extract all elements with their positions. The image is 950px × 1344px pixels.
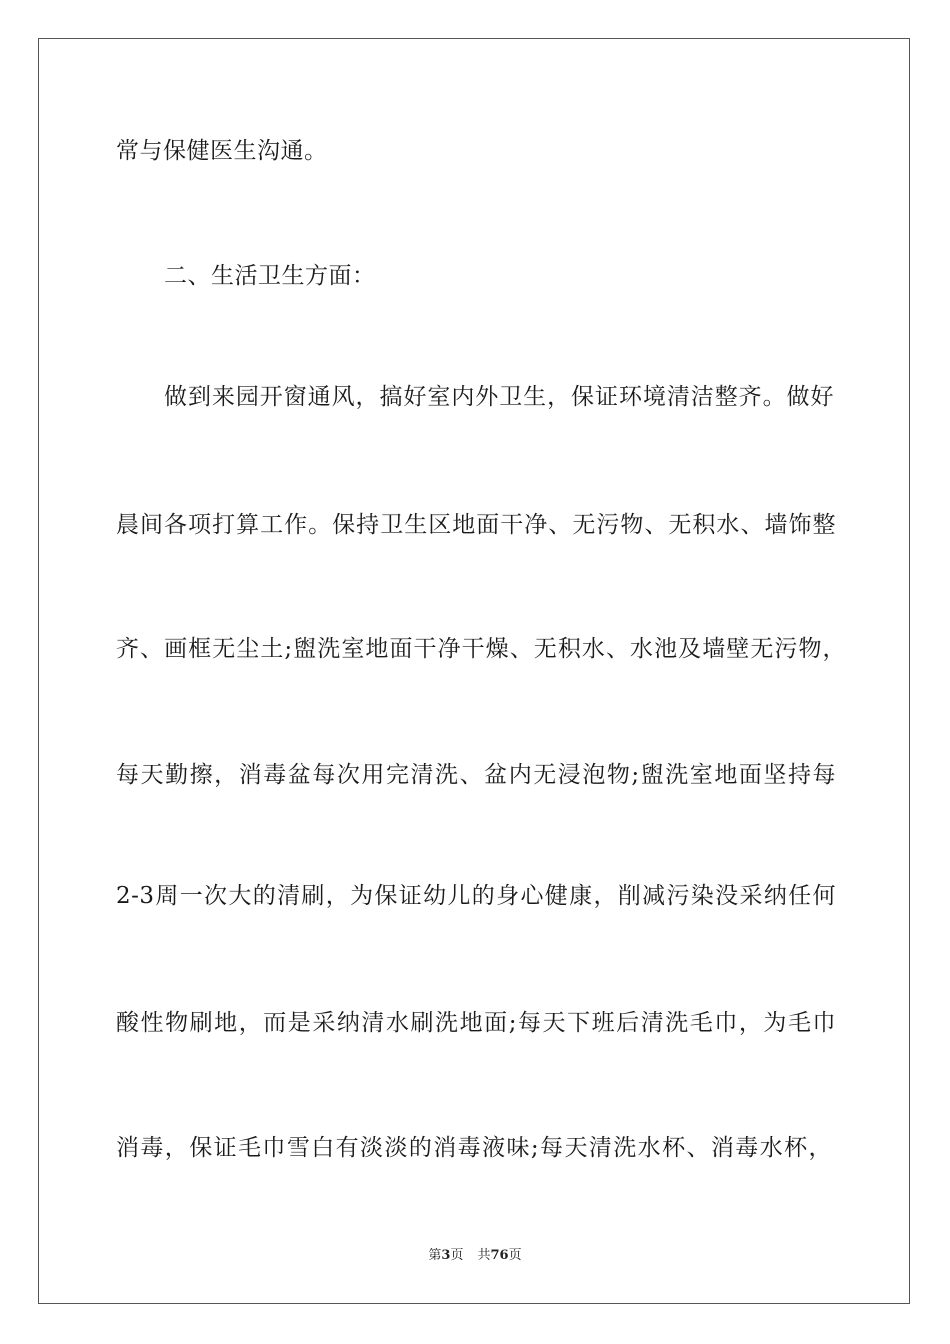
body-line-3: 做到来园开窗通风，搞好室内外卫生，保证环境清洁整齐。做好 — [164, 384, 834, 410]
body-line-9: 消毒，保证毛巾雪白有淡淡的消毒液味;每天清洗水杯、消毒水杯， — [116, 1135, 832, 1161]
body-line-7: 2-3周一次大的清刷，为保证幼儿的身心健康，削减污染没采纳任何 — [116, 883, 836, 909]
footer-total-number: 76 — [490, 1248, 509, 1263]
body-line-4: 晨间各项打算工作。保持卫生区地面干净、无污物、无积水、墙饰整 — [116, 512, 836, 538]
page-border — [38, 38, 910, 1304]
footer-page-number: 3 — [441, 1248, 451, 1263]
body-line-6: 每天勤擦，消毒盆每次用完清洗、盆内无浸泡物;盥洗室地面坚持每 — [116, 762, 836, 788]
section-heading: 二、生活卫生方面： — [164, 263, 376, 289]
page-footer — [0, 1247, 950, 1265]
footer-total-suffix: 页 — [508, 1248, 522, 1263]
body-line-8: 酸性物刷地，而是采纳清水刷洗地面;每天下班后清洗毛巾，为毛巾 — [116, 1010, 836, 1036]
footer-total-prefix: 共 — [477, 1248, 491, 1263]
footer-page-prefix: 第 — [428, 1248, 442, 1263]
body-line-1: 常与保健医生沟通。 — [116, 138, 328, 164]
body-line-5: 齐、画框无尘土;盥洗室地面干净干燥、无积水、水池及墙壁无污物， — [116, 636, 846, 662]
footer-page-suffix: 页 — [450, 1248, 464, 1263]
